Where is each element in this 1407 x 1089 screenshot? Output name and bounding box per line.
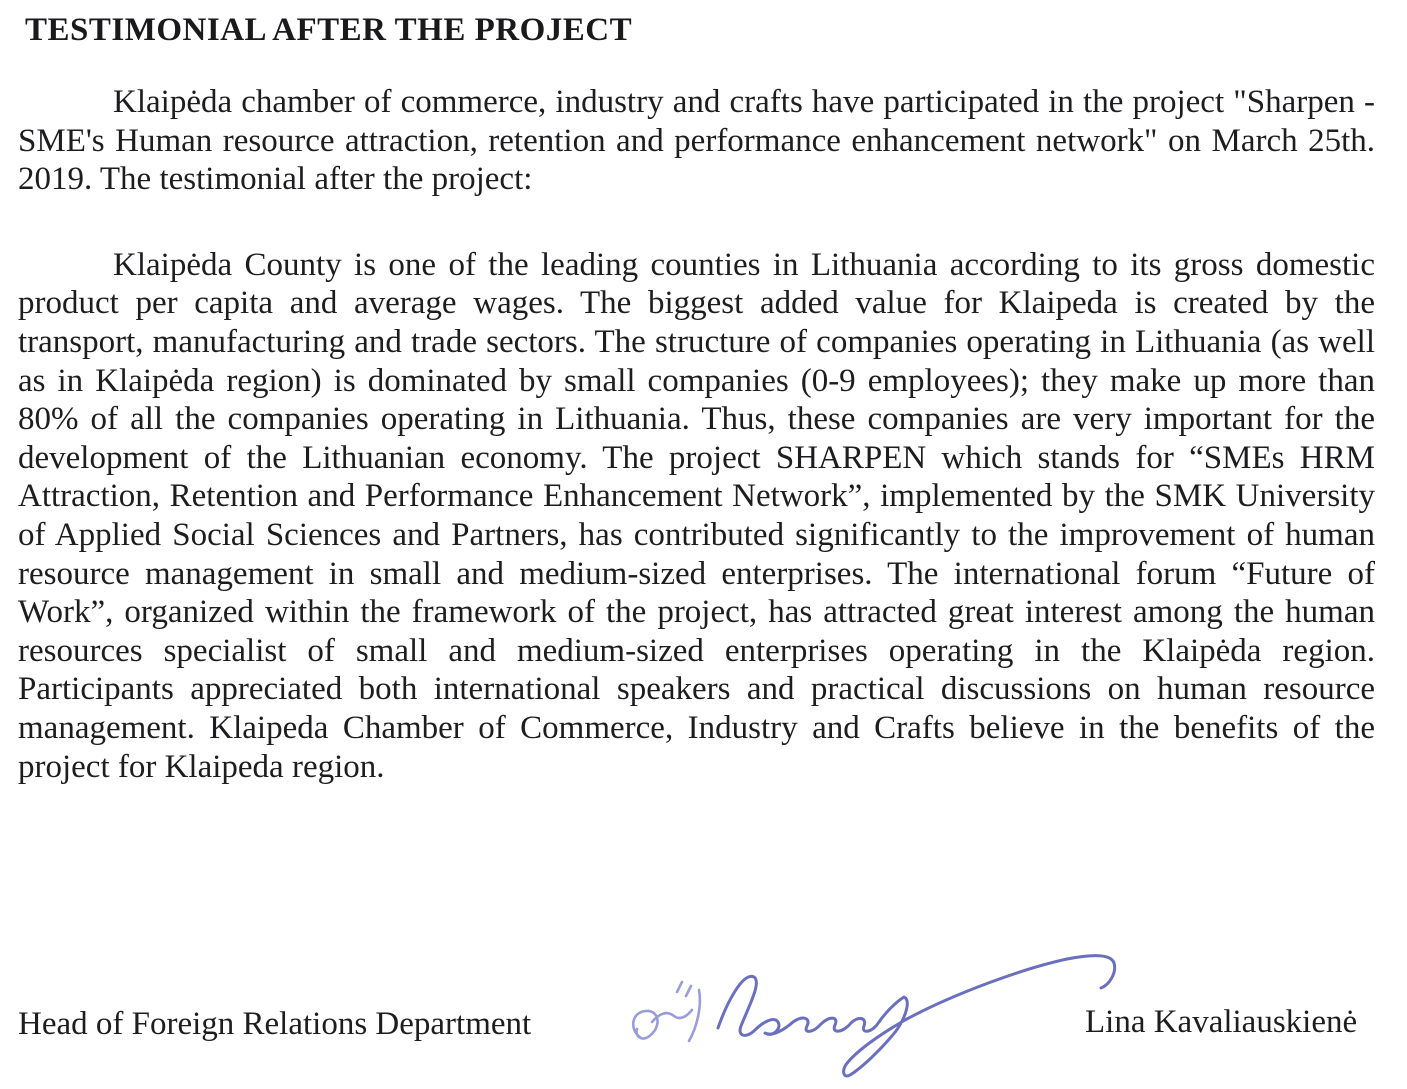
document-title: TESTIMONIAL AFTER THE PROJECT [25,12,633,48]
document-content [18,12,1375,786]
intro-paragraph: Klaipėda chamber of commerce, industry and crafts have participated in the project "Sharpen - SME's Human resource attraction, retention and performance enhancement network" on March 25th. 2019. The testimonial after the project: [18,84,1375,198]
signatory-role: Head of Foreign Relations Department [18,1006,532,1042]
testimonial-paragraph: Klaipėda County is one of the leading counties in Lithuania according to its gross domestic product per capita and average wages. The biggest added value for Klaipeda is created by the transport, manufacturing and trade sectors. The structure of companies operating in Lithuania (as well as in Klaipėda region) is dominated by small companies (0-9 employees); they make up more than 80% of all the companies operating in Lithuania. Thus, these companies are very important for the development of the Lithuanian economy. The project SHARPEN which stands for “SMEs HRM Attraction, Retention and Performance Enhancement Network”, implemented by the SMK University of Applied Social Sciences and Partners, has contributed significantly to the improvement of human resource management in small and medium-sized enterprises. The international forum “Future of Work”, organized within the framework of the project, has attracted great interest among the human resources specialist of small and medium-sized enterprises operating in the Klaipėda region. Participants appreciated both international speakers and practical discussions on human resource management. Klaipeda Chamber of Commerce, Industry and Crafts believe in the benefits of the project for Klaipeda region. [18,246,1375,785]
signature-main-stroke [718,956,1115,1076]
signature-initial-flourish [633,1010,692,1038]
signatory-name: Lina Kavaliauskienė [1085,1004,1358,1040]
handwritten-signature-ink [615,942,1145,1089]
signature-initial-ticks [677,982,700,1041]
